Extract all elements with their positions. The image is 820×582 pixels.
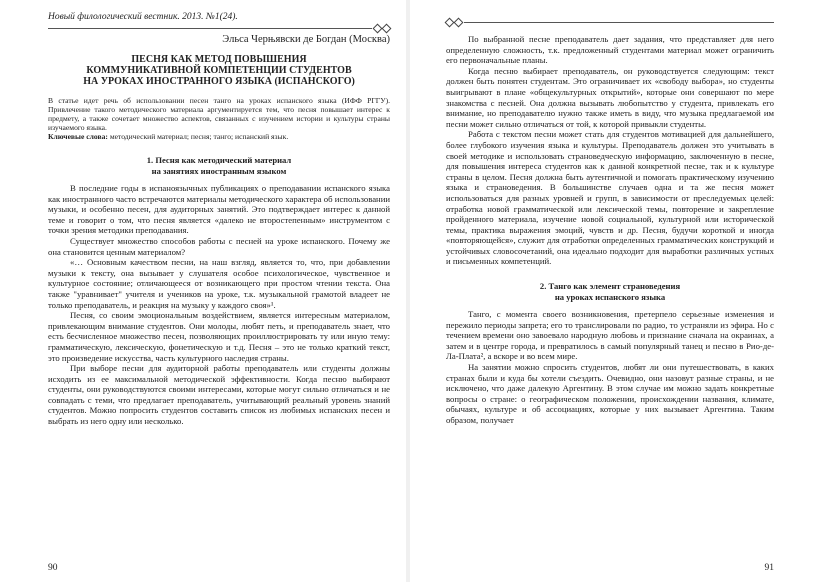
keywords [48, 132, 390, 141]
section-heading-line: 1. Песня как методический материал [146, 155, 292, 165]
paragraph: На занятии можно спросить студентов, любят ли они путешествовать, в каких странах были и куда бы хотели съездить. Очевидно, они назовут разные страны, и не исключено, что даже далекую Аргентину. В этом случае им можно задать конкретные вопросы о стране: о географическом положении, происхождении названия, климате, обычаях, культуре и об ассоциациях, которые у них вызывает Аргентина. Таким образом, получает [446, 362, 774, 425]
paragraph: Когда песню выбирает преподаватель, он руководствуется следующим: текст должен быть понятен студентам. Это ограничивает их «свободу выбора», но студенты выигрывают в плане «общекультурных открытий», которые они совершают по мере знакомства с песней. Она должна вызывать любопытство у студента, привлекать его внимание, но преподавателю нужно также иметь в виду, что музыка предлагаемой им песни может сильно отличаться от той, к которой привыкли студенты. [446, 65, 774, 129]
paragraph: При выборе песни для аудиторной работы преподаватель или студенты должны исходить из ее максимальной методической эффективности. Когда песню выбирают студенты, они руководствуются своими интересами, которые могут сильно отличаться и не совпадать с теми, что предлагает преподаватель, учитывающий реальный уровень знаний студентов. Можно попросить студентов составить список из любимых испанских песен и выбрать из него одну или несколько. [48, 363, 390, 427]
left-page [0, 0, 406, 582]
section-heading [446, 281, 774, 303]
keywords-label: Ключевые слова: [48, 132, 108, 141]
abstract: В статье идет речь об использовании песен танго на уроках испанского языка (ИФФ РГГУ). Привлечение такого методического материала аргументируется тем, что песня повышает интерес к предмету, а также сочетает множество аспектов, связанных с изучением истории и культуры страны изучаемого языка. [48, 96, 390, 132]
paragraph: По выбранной песне преподаватель дает задания, что представляет для него определенную сложность, т.к. предложенный студентами материал может ограничить его первоначальные планы. [446, 34, 774, 66]
article-title [48, 54, 390, 87]
journal-header: Новый филологический вестник. 2013. №1(24). [48, 12, 238, 22]
ornament-icon [454, 17, 464, 27]
paragraph: Работа с текстом песни может стать для студентов мотивацией для дальнейшего, более глубокого изучения языка и культуры. Преподаватель должен это учитывать в своей методике и использовать страноведческую информацию, заключенную в песне, для повышения интереса студентов как к данной конкретной песне, так и к культуре страны в целом. Песня должна быть аутентичной и помогать практическому изучению языка и страноведения. В большинстве случаев одна и та же песня может использоваться для разных уровней и групп, в зависимости от преследуемых целей: отработка новой грамматической или лексической темы, повторение и закрепление пройденного материала, изучение новой социальной, культурной или исторической темы, практика выражения эмоций, чувств и др. Песня, будучи короткой и иногда «повторяющейся», служит для отработки определенных грамматических конструкций и устойчивых словосочетаний, она идеально подходит для выработки различных устных и письменных компетенций. [446, 129, 774, 267]
page-number: 91 [764, 563, 774, 573]
paragraph: Песня, со своим эмоциональным воздействием, является интересным материалом, привлекающим внимание студентов. Они молоды, любят петь, и преподаватель знает, что есть бесчисленное множество песен, позволяющих проиллюстрировать ту или иную тему: грамматическую, лексическую, фонетическую и т.д. Песня – это не только краткий текст, это произведение искусства, часть культурного наследия страны. [48, 310, 390, 363]
paragraph: Существует множество способов работы с песней на уроке испанского. Почему же она становится ценным материалом? [48, 235, 390, 257]
ornament-icon [382, 23, 392, 33]
header-ornament [48, 24, 390, 32]
title-line: КОММУНИКАТИВНОЙ КОМПЕТЕНЦИИ СТУДЕНТОВ [86, 65, 352, 76]
paragraph: Танго, с момента своего возникновения, претерпело серьезные изменения и пережило периоды запрета; его то транслировали по радио, то устраняли из эфира. Но с течением времени оно завоевало народную любовь и признание сначала на окраинах, а затем и в центре города, и превратилось в самый популярный танец и песню в Рио-де-Ла-Плата², а вскоре и во всем мире. [446, 309, 774, 362]
title-line: НА УРОКАХ ИНОСТРАННОГО ЯЗЫКА (ИСПАНСКОГО) [83, 76, 355, 87]
title-line: ПЕСНЯ КАК МЕТОД ПОВЫШЕНИЯ [131, 54, 307, 65]
section-heading-line: 2. Танго как элемент страноведения [539, 281, 681, 292]
right-page [410, 0, 820, 582]
section-heading [48, 155, 390, 177]
right-body [446, 34, 774, 426]
author: Эльса Черњявски де Богдан (Москва) [222, 34, 390, 45]
quote-paragraph: «… Основным качеством песни, на наш взгляд, является то, что, при добавлении музыки к тексту, она вызывает у слушателя особое психологическое, чувственное и культурное состояние; отличающееся от возникающего при простом чтении текста. Она также "уравнивает" учителя и учеников на уроке, т.к. музыкальной грамотой владеет не только преподаватель, и реакция на музыку у каждого своя»¹. [48, 257, 390, 310]
section-heading-line: на занятиях иностранным языком [151, 166, 287, 176]
page-number: 90 [48, 563, 58, 573]
paragraph: В последние годы в испаноязычных публикациях о преподавании испанского языка как иностранного часто встречаются материалы методического характера об использовании музыки, и особенно песен, для аудиторных занятий. Это подтверждает интерес к данной теме и говорит о том, что песня является «далеко не второстепенным» инструментом с точки зрения методики преподавания. [48, 183, 390, 236]
keywords-text: методический материал; песня; танго; испанский язык. [109, 132, 289, 141]
header-ornament [446, 18, 774, 26]
section-heading-line: на уроках испанского языка [554, 292, 666, 303]
